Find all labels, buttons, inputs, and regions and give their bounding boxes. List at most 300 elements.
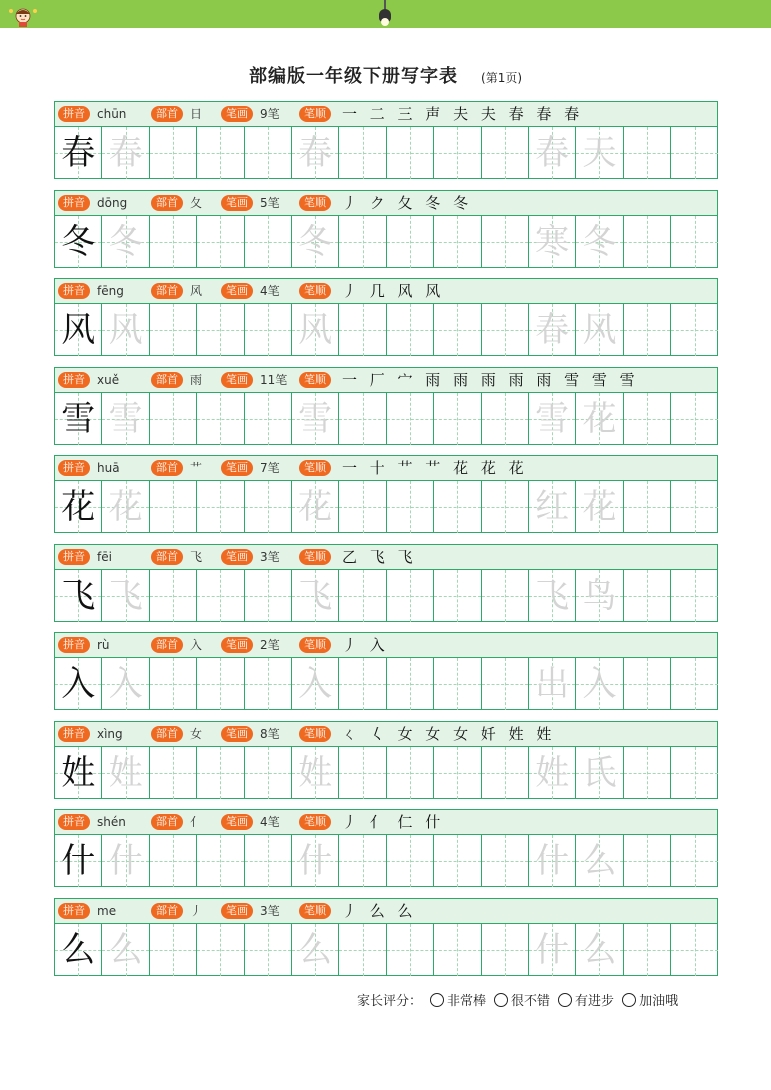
stroke-count-tag: 笔画 <box>221 814 253 830</box>
writing-cell[interactable] <box>482 304 529 356</box>
writing-cell[interactable] <box>576 481 623 533</box>
writing-cell[interactable] <box>197 747 244 799</box>
writing-cell[interactable] <box>624 658 671 710</box>
char-row <box>54 898 718 976</box>
pinyin-tag: 拼音 <box>58 637 90 653</box>
stroke-order-value: 丿 亻 仁 什 <box>342 813 445 831</box>
char-info-band <box>55 810 717 835</box>
tianzige-grid <box>55 570 717 622</box>
trace-character: 飞 <box>535 576 570 616</box>
trace-character: 风 <box>108 310 143 350</box>
writing-cell[interactable] <box>55 393 102 445</box>
writing-cell[interactable] <box>482 216 529 268</box>
model-character: 姓 <box>61 753 96 793</box>
writing-cell[interactable] <box>339 127 386 179</box>
stroke-count-value: 7笔 <box>260 461 280 475</box>
writing-cell[interactable] <box>576 658 623 710</box>
writing-cell[interactable] <box>245 747 292 799</box>
pinyin-value: huā <box>97 461 120 475</box>
writing-cell[interactable] <box>624 924 671 976</box>
writing-cell[interactable] <box>102 924 149 976</box>
writing-cell[interactable] <box>339 304 386 356</box>
writing-cell[interactable] <box>529 304 576 356</box>
writing-cell[interactable] <box>102 393 149 445</box>
writing-cell[interactable] <box>55 216 102 268</box>
rating-option-keep-going[interactable] <box>622 990 678 1009</box>
char-row <box>54 455 718 533</box>
trace-character: 风 <box>298 310 333 350</box>
writing-cell[interactable] <box>339 393 386 445</box>
writing-cell[interactable] <box>245 658 292 710</box>
writing-cell[interactable] <box>150 747 197 799</box>
writing-cell[interactable] <box>150 304 197 356</box>
rating-label: 家长评分： <box>357 994 423 1009</box>
writing-cell[interactable] <box>434 747 481 799</box>
radical-value: 入 <box>190 638 203 652</box>
trace-character: 什 <box>535 930 570 970</box>
char-row <box>54 544 718 622</box>
radical-tag: 部首 <box>151 814 183 830</box>
pinyin-tag: 拼音 <box>58 195 90 211</box>
stroke-count-value: 4笔 <box>260 284 280 298</box>
writing-cell[interactable] <box>671 304 718 356</box>
tianzige-grid <box>55 393 717 445</box>
writing-cell[interactable] <box>150 481 197 533</box>
writing-cell[interactable] <box>292 570 339 622</box>
writing-cell[interactable] <box>197 924 244 976</box>
writing-cell[interactable] <box>624 570 671 622</box>
radio-circle-icon[interactable] <box>494 993 508 1007</box>
stroke-order-tag: 笔顺 <box>299 195 331 211</box>
writing-cell[interactable] <box>671 835 718 887</box>
stroke-count-value: 5笔 <box>260 196 280 210</box>
writing-cell[interactable] <box>55 127 102 179</box>
writing-cell[interactable] <box>576 216 623 268</box>
writing-cell[interactable] <box>55 570 102 622</box>
trace-character: 花 <box>582 399 617 439</box>
rating-option-label: 非常棒 <box>447 994 487 1009</box>
trace-character: 风 <box>582 310 617 350</box>
writing-cell[interactable] <box>197 481 244 533</box>
writing-cell[interactable] <box>624 481 671 533</box>
writing-cell[interactable] <box>529 393 576 445</box>
char-row <box>54 721 718 799</box>
trace-character: 鸟 <box>582 576 617 616</box>
light-bulb-icon <box>379 9 391 22</box>
trace-character: 氏 <box>582 753 617 793</box>
writing-cell[interactable] <box>150 570 197 622</box>
writing-cell[interactable] <box>529 747 576 799</box>
pinyin-tag: 拼音 <box>58 814 90 830</box>
trace-character: 冬 <box>298 222 333 262</box>
pinyin-tag: 拼音 <box>58 372 90 388</box>
writing-cell[interactable] <box>102 481 149 533</box>
writing-cell[interactable] <box>482 570 529 622</box>
radical-tag: 部首 <box>151 637 183 653</box>
writing-cell[interactable] <box>55 835 102 887</box>
char-row <box>54 101 718 179</box>
stroke-order-tag: 笔顺 <box>299 549 331 565</box>
writing-cell[interactable] <box>529 924 576 976</box>
writing-cell[interactable] <box>671 570 718 622</box>
stroke-count-tag: 笔画 <box>221 549 253 565</box>
writing-cell[interactable] <box>482 481 529 533</box>
trace-character: 姓 <box>298 753 333 793</box>
trace-character: 冬 <box>582 222 617 262</box>
pinyin-value: chūn <box>97 107 127 121</box>
trace-character: 什 <box>108 841 143 881</box>
trace-character: 春 <box>108 133 143 173</box>
stroke-count-value: 3笔 <box>260 904 280 918</box>
writing-cell[interactable] <box>292 127 339 179</box>
radical-tag: 部首 <box>151 460 183 476</box>
trace-character: 飞 <box>108 576 143 616</box>
rating-option-label: 加油哦 <box>639 994 679 1009</box>
writing-cell[interactable] <box>55 481 102 533</box>
trace-character: 红 <box>535 487 570 527</box>
writing-cell[interactable] <box>102 658 149 710</box>
writing-cell[interactable] <box>624 835 671 887</box>
page-title: 部编版一年级下册写字表 <box>248 66 458 87</box>
pinyin-value: fēi <box>97 550 112 564</box>
writing-cell[interactable] <box>387 216 434 268</box>
radical-tag: 部首 <box>151 195 183 211</box>
writing-cell[interactable] <box>197 127 244 179</box>
trace-character: 什 <box>535 841 570 881</box>
model-character: 春 <box>61 133 96 173</box>
trace-character: 出 <box>535 664 570 704</box>
writing-cell[interactable] <box>576 570 623 622</box>
radical-tag: 部首 <box>151 549 183 565</box>
char-row <box>54 632 718 710</box>
writing-cell[interactable] <box>197 658 244 710</box>
writing-cell[interactable] <box>55 658 102 710</box>
tianzige-grid <box>55 304 717 356</box>
writing-cell[interactable] <box>576 835 623 887</box>
writing-cell[interactable] <box>434 924 481 976</box>
writing-cell[interactable] <box>671 924 718 976</box>
radical-value: 亻 <box>190 815 203 829</box>
writing-cell[interactable] <box>102 570 149 622</box>
radio-circle-icon[interactable] <box>622 993 636 1007</box>
stroke-order-value: ㄑ 𡿨 女 女 女 奷 姓 姓 <box>342 725 556 743</box>
writing-cell[interactable] <box>434 393 481 445</box>
rating-option-label: 有进步 <box>575 994 615 1009</box>
pinyin-value: me <box>97 904 117 918</box>
writing-cell[interactable] <box>387 658 434 710</box>
writing-cell[interactable] <box>434 570 481 622</box>
writing-cell[interactable] <box>624 127 671 179</box>
writing-cell[interactable] <box>102 216 149 268</box>
writing-cell[interactable] <box>245 304 292 356</box>
writing-cell[interactable] <box>387 304 434 356</box>
stroke-order-tag: 笔顺 <box>299 726 331 742</box>
trace-character: 冬 <box>108 222 143 262</box>
radical-tag: 部首 <box>151 726 183 742</box>
stroke-order-value: 一 二 三 声 夫 夫 春 春 春 <box>342 105 584 123</box>
char-info-band <box>55 368 717 393</box>
radio-circle-icon[interactable] <box>430 993 444 1007</box>
writing-cell[interactable] <box>245 570 292 622</box>
stroke-count-tag: 笔画 <box>221 460 253 476</box>
trace-character: 么 <box>582 930 617 970</box>
stroke-order-tag: 笔顺 <box>299 372 331 388</box>
writing-cell[interactable] <box>292 924 339 976</box>
writing-cell[interactable] <box>387 924 434 976</box>
writing-cell[interactable] <box>434 304 481 356</box>
pinyin-value: rù <box>97 638 110 652</box>
char-row <box>54 367 718 445</box>
char-info-band <box>55 899 717 924</box>
writing-cell[interactable] <box>245 835 292 887</box>
writing-cell[interactable] <box>292 393 339 445</box>
writing-cell[interactable] <box>529 658 576 710</box>
pinyin-value: xìng <box>97 727 123 741</box>
radical-value: 女 <box>190 727 203 741</box>
tianzige-grid <box>55 835 717 887</box>
radical-value: 艹 <box>190 461 203 475</box>
trace-character: 花 <box>298 487 333 527</box>
pinyin-tag: 拼音 <box>58 106 90 122</box>
writing-cell[interactable] <box>671 481 718 533</box>
rating-option-good[interactable] <box>494 990 550 1009</box>
char-info-band <box>55 102 717 127</box>
writing-cell[interactable] <box>387 481 434 533</box>
pinyin-tag: 拼音 <box>58 283 90 299</box>
model-character: 入 <box>61 664 96 704</box>
stroke-count-value: 3笔 <box>260 550 280 564</box>
stroke-count-tag: 笔画 <box>221 372 253 388</box>
stroke-count-tag: 笔画 <box>221 195 253 211</box>
model-character: 么 <box>61 930 96 970</box>
writing-cell[interactable] <box>245 393 292 445</box>
writing-cell[interactable] <box>576 924 623 976</box>
writing-cell[interactable] <box>671 216 718 268</box>
writing-cell[interactable] <box>624 747 671 799</box>
writing-cell[interactable] <box>482 747 529 799</box>
writing-cell[interactable] <box>387 747 434 799</box>
char-info-band <box>55 633 717 658</box>
pinyin-tag: 拼音 <box>58 460 90 476</box>
writing-cell[interactable] <box>339 216 386 268</box>
writing-cell[interactable] <box>197 835 244 887</box>
stroke-order-tag: 笔顺 <box>299 283 331 299</box>
writing-cell[interactable] <box>102 304 149 356</box>
page-number: (第1页) <box>481 71 523 85</box>
tianzige-grid <box>55 747 717 799</box>
char-info-band <box>55 191 717 216</box>
stroke-order-value: 丿 入 <box>342 636 389 654</box>
radical-value: 风 <box>190 284 203 298</box>
writing-cell[interactable] <box>197 393 244 445</box>
char-info-band <box>55 279 717 304</box>
stroke-order-value: 乙 飞 飞 <box>342 548 417 566</box>
writing-cell[interactable] <box>197 570 244 622</box>
writing-cell[interactable] <box>576 393 623 445</box>
pinyin-value: dōng <box>97 196 128 210</box>
writing-cell[interactable] <box>529 127 576 179</box>
writing-cell[interactable] <box>102 747 149 799</box>
writing-cell[interactable] <box>387 835 434 887</box>
stroke-order-tag: 笔顺 <box>299 637 331 653</box>
writing-cell[interactable] <box>339 481 386 533</box>
char-row <box>54 190 718 268</box>
writing-cell[interactable] <box>576 747 623 799</box>
writing-cell[interactable] <box>434 127 481 179</box>
trace-character: 雪 <box>298 399 333 439</box>
writing-cell[interactable] <box>245 924 292 976</box>
stroke-order-tag: 笔顺 <box>299 460 331 476</box>
writing-cell[interactable] <box>197 304 244 356</box>
writing-cell[interactable] <box>387 127 434 179</box>
trace-character: 么 <box>298 930 333 970</box>
writing-cell[interactable] <box>292 304 339 356</box>
writing-cell[interactable] <box>529 216 576 268</box>
radical-value: 丿 <box>190 904 203 918</box>
model-character: 花 <box>61 487 96 527</box>
model-character: 风 <box>61 310 96 350</box>
stroke-order-value: 丿 么 么 <box>342 902 417 920</box>
tianzige-grid <box>55 216 717 268</box>
writing-cell[interactable] <box>482 127 529 179</box>
writing-cell[interactable] <box>292 481 339 533</box>
model-character: 什 <box>61 841 96 881</box>
radical-value: 雨 <box>190 373 203 387</box>
trace-character: 春 <box>535 310 570 350</box>
writing-cell[interactable] <box>624 304 671 356</box>
writing-cell[interactable] <box>482 658 529 710</box>
char-info-band <box>55 722 717 747</box>
writing-cell[interactable] <box>339 835 386 887</box>
trace-character: 么 <box>582 841 617 881</box>
writing-cell[interactable] <box>292 747 339 799</box>
pinyin-tag: 拼音 <box>58 726 90 742</box>
writing-cell[interactable] <box>671 393 718 445</box>
trace-character: 入 <box>108 664 143 704</box>
trace-character: 姓 <box>108 753 143 793</box>
writing-cell[interactable] <box>245 216 292 268</box>
char-row <box>54 809 718 887</box>
writing-cell[interactable] <box>339 747 386 799</box>
writing-cell[interactable] <box>387 393 434 445</box>
writing-cell[interactable] <box>529 835 576 887</box>
writing-cell[interactable] <box>387 570 434 622</box>
writing-cell[interactable] <box>150 127 197 179</box>
stroke-count-tag: 笔画 <box>221 903 253 919</box>
writing-cell[interactable] <box>529 570 576 622</box>
stroke-order-tag: 笔顺 <box>299 903 331 919</box>
writing-cell[interactable] <box>55 747 102 799</box>
rating-option-improved[interactable] <box>558 990 614 1009</box>
writing-cell[interactable] <box>55 304 102 356</box>
writing-cell[interactable] <box>150 658 197 710</box>
writing-cell[interactable] <box>671 747 718 799</box>
trace-character: 雪 <box>535 399 570 439</box>
writing-cell[interactable] <box>624 393 671 445</box>
page-header <box>0 62 771 88</box>
writing-cell[interactable] <box>102 835 149 887</box>
writing-cell[interactable] <box>434 658 481 710</box>
writing-cell[interactable] <box>150 393 197 445</box>
writing-cell[interactable] <box>482 835 529 887</box>
radical-value: 飞 <box>190 550 203 564</box>
writing-cell[interactable] <box>529 481 576 533</box>
writing-cell[interactable] <box>150 924 197 976</box>
trace-character: 入 <box>298 664 333 704</box>
writing-cell[interactable] <box>292 658 339 710</box>
pinyin-value: xuě <box>97 373 120 387</box>
pinyin-tag: 拼音 <box>58 549 90 565</box>
trace-character: 花 <box>582 487 617 527</box>
radical-value: 日 <box>190 107 203 121</box>
stroke-count-tag: 笔画 <box>221 283 253 299</box>
stroke-count-tag: 笔画 <box>221 637 253 653</box>
writing-cell[interactable] <box>55 924 102 976</box>
stroke-order-tag: 笔顺 <box>299 814 331 830</box>
writing-cell[interactable] <box>482 393 529 445</box>
trace-character: 雪 <box>108 399 143 439</box>
trace-character: 入 <box>582 664 617 704</box>
tianzige-grid <box>55 658 717 710</box>
writing-cell[interactable] <box>576 304 623 356</box>
stroke-count-tag: 笔画 <box>221 726 253 742</box>
writing-cell[interactable] <box>197 216 244 268</box>
radical-tag: 部首 <box>151 903 183 919</box>
tianzige-grid <box>55 481 717 533</box>
writing-cell[interactable] <box>245 481 292 533</box>
stroke-order-value: 丿 ク 夂 冬 冬 <box>342 194 473 212</box>
writing-cell[interactable] <box>434 481 481 533</box>
cartoon-girl-logo-icon <box>6 3 40 27</box>
model-character: 雪 <box>61 399 96 439</box>
writing-cell[interactable] <box>339 658 386 710</box>
writing-cell[interactable] <box>624 216 671 268</box>
trace-character: 天 <box>582 133 617 173</box>
writing-cell[interactable] <box>576 127 623 179</box>
radical-tag: 部首 <box>151 372 183 388</box>
writing-cell[interactable] <box>482 924 529 976</box>
radio-circle-icon[interactable] <box>558 993 572 1007</box>
writing-cell[interactable] <box>434 216 481 268</box>
radical-tag: 部首 <box>151 283 183 299</box>
radical-tag: 部首 <box>151 106 183 122</box>
stroke-count-value: 2笔 <box>260 638 280 652</box>
writing-cell[interactable] <box>434 835 481 887</box>
model-character: 飞 <box>61 576 96 616</box>
writing-cell[interactable] <box>671 127 718 179</box>
writing-cell[interactable] <box>102 127 149 179</box>
tianzige-grid <box>55 924 717 976</box>
writing-cell[interactable] <box>292 216 339 268</box>
writing-cell[interactable] <box>671 658 718 710</box>
stroke-count-value: 9笔 <box>260 107 280 121</box>
writing-cell[interactable] <box>245 127 292 179</box>
writing-cell[interactable] <box>292 835 339 887</box>
writing-cell[interactable] <box>150 835 197 887</box>
char-row <box>54 278 718 356</box>
parent-rating <box>357 990 678 1009</box>
stroke-order-value: 丿 几 风 风 <box>342 282 445 300</box>
stroke-count-value: 11笔 <box>260 373 288 387</box>
writing-cell[interactable] <box>339 924 386 976</box>
trace-character: 花 <box>108 487 143 527</box>
rating-option-excellent[interactable] <box>430 990 486 1009</box>
writing-cell[interactable] <box>150 216 197 268</box>
rating-option-label: 很不错 <box>511 994 551 1009</box>
trace-character: 什 <box>298 841 333 881</box>
writing-cell[interactable] <box>339 570 386 622</box>
model-character: 冬 <box>61 222 96 262</box>
